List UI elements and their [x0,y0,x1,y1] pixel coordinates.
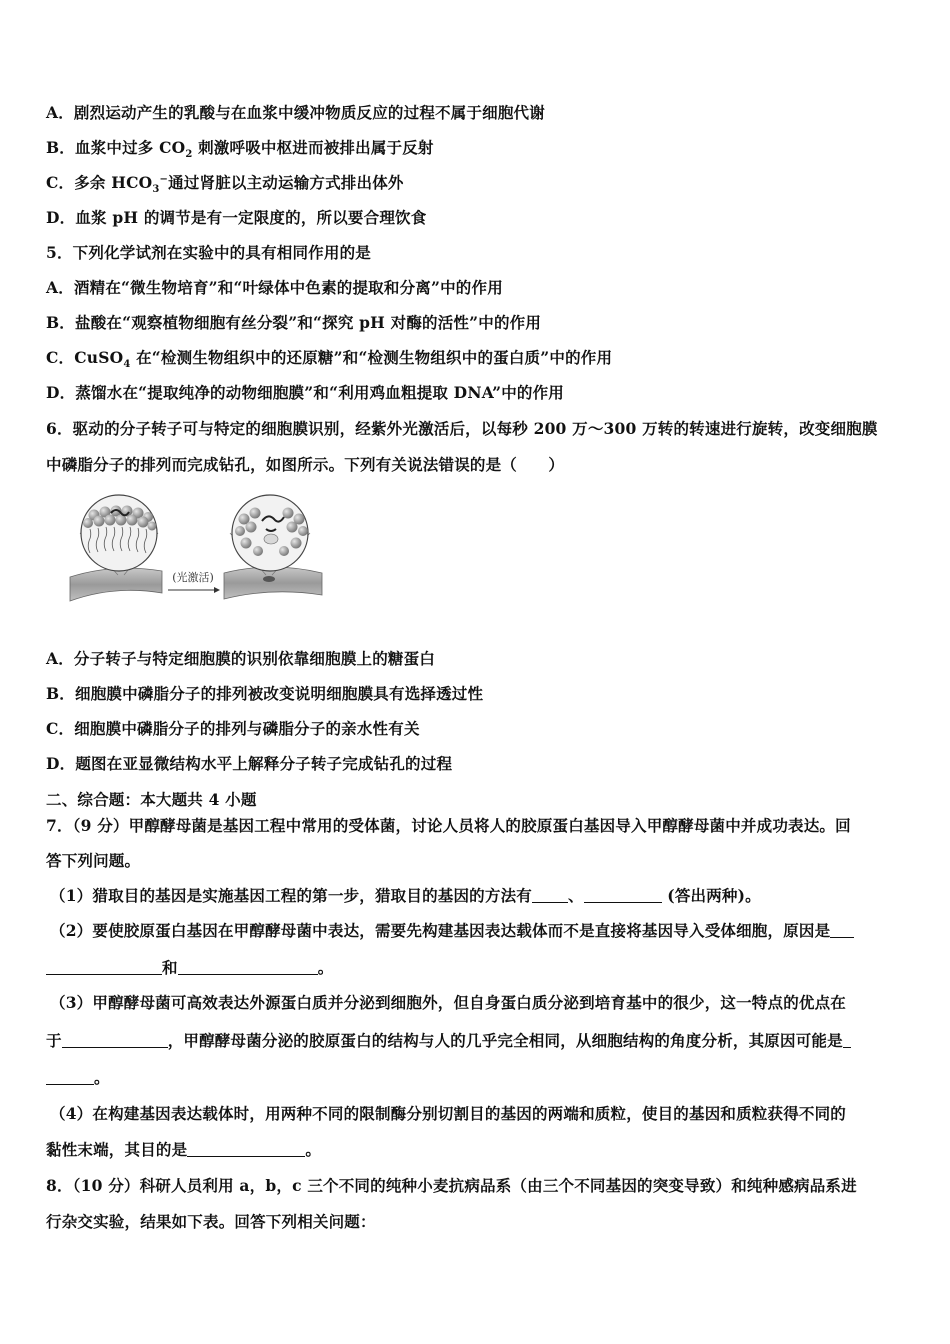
q4-option-b: B．血浆中过多 $CO_2$ 刺激呼吸中枢进而被排出属于反射 [46,138,434,161]
q6-option-c: C．细胞膜中磷脂分子的排列与磷脂分子的亲水性有关 [46,719,420,738]
q7-stem-line2: 答下列问题。 [46,851,141,870]
arrow-head-icon [214,587,220,593]
q7-part4-line1: （4）在构建基因表达载体时，用两种不同的限制酶分别切割目的基因的两端和质粒，使目的基因和质粒获得不同的 [50,1104,846,1123]
left-magnified-bilayer [81,495,157,571]
q5-option-c: C．CuSO$_4$ 在“检测生物组织中的还原糖”和“检测生物组织中的蛋白质”中的作用 [46,348,613,371]
answer-blank[interactable] [178,958,318,975]
q5-option-d: D．蒸馏水在“提取纯净的动物细胞膜”和“利用鸡血粗提取 DNA”中的作用 [46,383,564,402]
answer-blank[interactable] [46,958,162,975]
answer-blank[interactable] [187,1140,305,1157]
answer-blank[interactable] [830,921,854,938]
q6-stem-line1: 6．驱动的分子转子可与特定的细胞膜识别，经紫外光激活后，以每秒 200 万～300 万转的转速进行旋转，改变细胞膜 [46,419,878,438]
membrane-pore [263,576,275,582]
q7-stem-line1: 7．（9 分）甲醇酵母菌是基因工程中常用的受体菌，讨论人员将人的胶原蛋白基因导入甲醇酵母菌中并成功表达。回 [46,816,851,835]
q7-part4-line2: 黏性末端，其目的是 。 [46,1140,322,1159]
q7-part3-line2: 于 ，甲醇酵母菌分泌的胶原蛋白的结构与人的几乎完全相同，从细胞结构的角度分析，其原因可能是 [46,1030,910,1052]
q4-option-a: A．剧烈运动产生的乳酸与在血浆中缓冲物质反应的过程不属于细胞代谢 [46,103,545,122]
q5-option-a: A．酒精在“微生物培育”和“叶绿体中色素的提取和分离”中的作用 [46,278,503,297]
photoactivation-label: (光激活) [172,571,214,584]
q4-option-c: C．多余 $HCO_3^-$通过肾脏以主动运输方式排出体外 [46,173,404,196]
q7-part2-line1: （2）要使胶原蛋白基因在甲醇酵母菌中表达，需要先构建基因表达载体而不是直接将基因导入受体细胞，原因是 [50,920,910,942]
answer-blank[interactable] [46,1068,94,1085]
q7-part3-line3: 。 [46,1067,910,1089]
membrane-drilling-figure [66,493,328,615]
q8-stem-line1: 8．（10 分）科研人员利用 a，b，c 三个不同的纯种小麦抗病品系（由三个不同基因的突变导致）和纯种感病品系进 [46,1176,857,1195]
q8-stem-line2: 行杂交实验，结果如下表。回答下列相关问题： [46,1212,376,1231]
right-magnified-bilayer [232,495,308,571]
section2-heading: 二、综合题：本大题共 4 小题 [46,790,257,809]
q5-stem: 5．下列化学试剂在实验中的具有相同作用的是 [46,243,371,262]
answer-blank[interactable] [62,1031,168,1048]
answer-blank[interactable] [843,1031,851,1048]
q7-part2-line2: 和 。 [46,957,910,979]
q4-option-d: D．血浆 pH 的调节是有一定限度的，所以要合理饮食 [46,208,427,227]
q6-stem-line2: 中磷脂分子的排列而完成钻孔，如图所示。下列有关说法错误的是（ ） [46,455,565,474]
q6-option-a: A．分子转子与特定细胞膜的识别依靠细胞膜上的糖蛋白 [46,649,436,668]
q7-part1: （1）猎取目的基因是实施基因工程的第一步，猎取目的基因的方法有 、 (答出两种)。 [50,886,761,905]
answer-blank[interactable] [532,886,568,903]
q7-part3-line1: （3）甲醇酵母菌可高效表达外源蛋白质并分泌到细胞外，但自身蛋白质分泌到培育基中的很少，这一特点的优点在 [50,993,846,1012]
answer-blank[interactable] [584,886,662,903]
right-membrane [224,567,322,599]
q5-option-b: B．盐酸在“观察植物细胞有丝分裂”和“探究 pH 对酶的活性”中的作用 [46,313,542,332]
q6-option-d: D．题图在亚显微结构水平上解释分子转子完成钻孔的过程 [46,754,453,773]
q6-option-b: B．细胞膜中磷脂分子的排列被改变说明细胞膜具有选择透过性 [46,684,484,703]
